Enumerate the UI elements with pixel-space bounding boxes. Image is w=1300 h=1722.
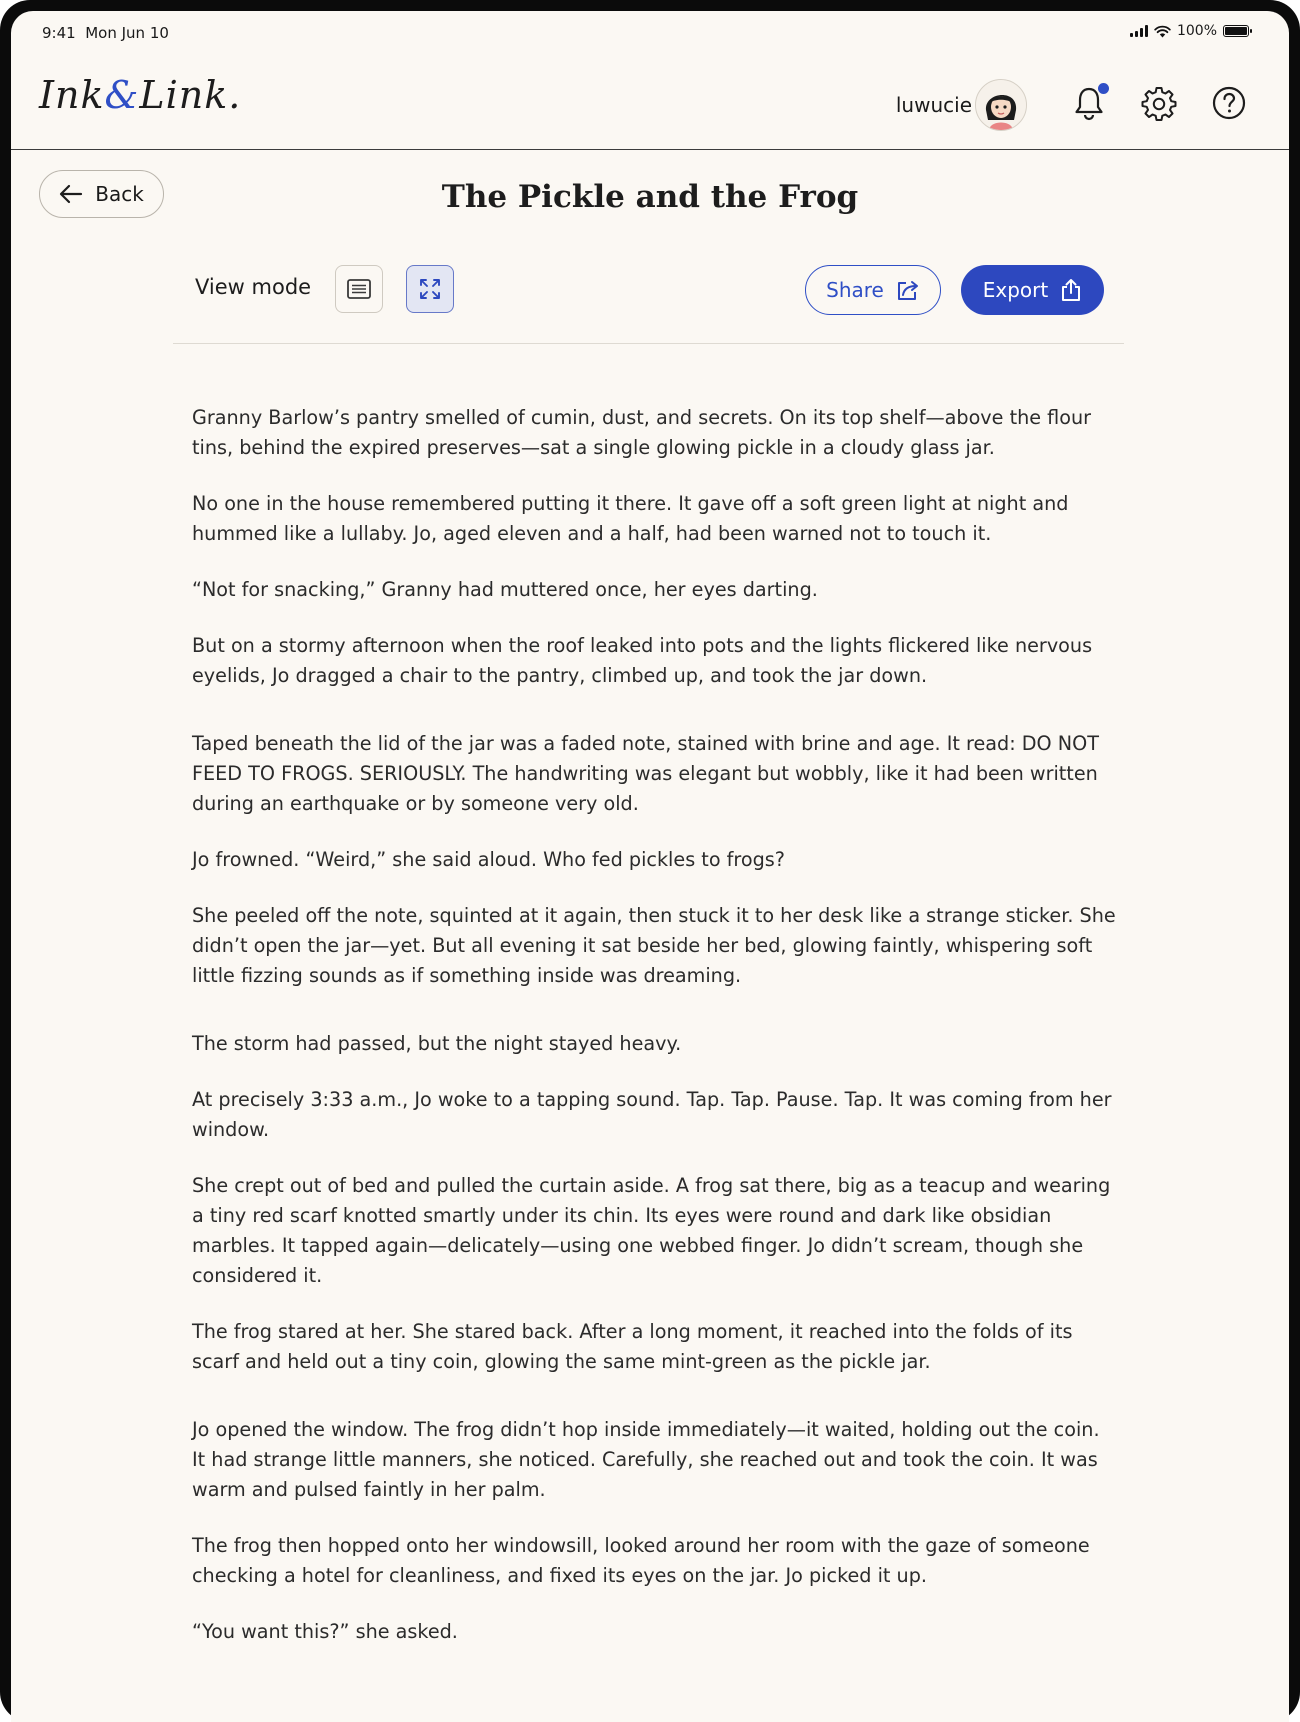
story-paragraph: She peeled off the note, squinted at it again, then stuck it to her desk like a strange sticker. She didn’t open the jar—yet. But all evening it sat beside her bed, glowing faintly, whispering soft little fizzing sounds as if something inside was dreaming.	[192, 904, 1116, 987]
status-date: Mon Jun 10	[85, 24, 169, 42]
story-paragraph: “Not for snacking,” Granny had muttered once, her eyes darting.	[192, 578, 818, 601]
expand-icon	[418, 277, 442, 301]
notification-dot	[1098, 83, 1109, 94]
story-paragraph: No one in the house remembered putting it there. It gave off a soft green light at night and hummed like a lullaby. Jo, aged eleven and a half, had been warned not to touch it.	[192, 492, 1069, 545]
app-logo[interactable]	[39, 73, 241, 117]
share-button[interactable]	[805, 265, 941, 315]
story-body	[192, 403, 1117, 1647]
story-paragraph: The frog stared at her. She stared back. After a long moment, it reached into the folds of its scarf and held out a tiny coin, glowing the same mint-green as the pickle jar.	[192, 1320, 1073, 1373]
screen	[11, 11, 1289, 1722]
view-mode-reading-button[interactable]	[335, 265, 383, 313]
view-mode-label: View mode	[195, 275, 312, 299]
help-button[interactable]	[1209, 83, 1249, 123]
story-paragraph: Taped beneath the lid of the jar was a faded note, stained with brine and age. It read: DO NOT FEED TO FROGS. SERIOUSLY. The handwriting was elegant but wobbly, like it had been written during an earthquake or by someone very old.	[192, 732, 1099, 815]
username[interactable]: luwucie	[895, 93, 972, 117]
app-header	[11, 55, 1289, 150]
wifi-icon	[1154, 25, 1171, 38]
export-label: Export	[982, 278, 1049, 302]
story-paragraph: Jo opened the window. The frog didn’t hop inside immediately—it waited, holding out the coin. It had strange little manners, she noticed. Carefully, she reached out and took the coin. It was warm and pulsed faintly in her palm.	[192, 1418, 1100, 1501]
story-paragraph: Jo frowned. “Weird,” she said aloud. Who fed pickles to frogs?	[192, 848, 785, 871]
help-icon	[1209, 83, 1249, 123]
gear-icon	[1139, 83, 1179, 123]
cellular-signal-icon	[1130, 25, 1148, 37]
document-lines-icon	[346, 278, 372, 300]
story-paragraph: She crept out of bed and pulled the curtain aside. A frog sat there, big as a teacup and wearing a tiny red scarf knotted smartly under its chin. Its eyes were round and dark like obsidian marbles. It tapped again—delicately—using one webbed finger. Jo didn’t scream, though she considered it.	[192, 1174, 1111, 1287]
settings-button[interactable]	[1139, 83, 1179, 123]
status-clock: 9:41	[42, 24, 76, 42]
toolbar-divider	[173, 343, 1124, 344]
story-paragraph: But on a stormy afternoon when the roof leaked into pots and the lights flickered like nervous eyelids, Jo dragged a chair to the pantry, climbed up, and took the jar down.	[192, 634, 1093, 687]
avatar-illustration	[976, 80, 1026, 130]
story-paragraph: Granny Barlow’s pantry smelled of cumin, dust, and secrets. On its top shelf—above the flour tins, behind the expired preserves—sat a single glowing pickle in a cloudy glass jar.	[192, 406, 1092, 459]
logo-link-text: Link.	[139, 73, 242, 117]
logo-ampersand: &	[104, 73, 140, 117]
export-button[interactable]	[961, 265, 1104, 315]
back-label: Back	[95, 182, 144, 206]
logo-ink: Ink	[39, 73, 105, 117]
share-arrow-icon	[896, 279, 920, 301]
status-bar	[11, 11, 1289, 55]
story-paragraph: The storm had passed, but the night stayed heavy.	[192, 1032, 682, 1055]
battery-icon	[1223, 25, 1249, 37]
status-indicators	[1130, 23, 1249, 39]
share-label: Share	[826, 278, 884, 302]
upload-icon	[1060, 278, 1082, 302]
status-time	[42, 24, 169, 42]
view-mode-fullscreen-button[interactable]	[406, 265, 454, 313]
story-paragraph: “You want this?” she asked.	[192, 1620, 458, 1643]
story-paragraph: At precisely 3:33 a.m., Jo woke to a tapping sound. Tap. Tap. Pause. Tap. It was coming from her window.	[192, 1088, 1112, 1141]
story-paragraph: The frog then hopped onto her windowsill, looked around her room with the gaze of someone checking a hotel for cleanliness, and fixed its eyes on the jar. Jo picked it up.	[192, 1534, 1090, 1587]
avatar[interactable]	[975, 79, 1027, 131]
battery-percent: 100%	[1176, 23, 1217, 39]
notifications-button[interactable]	[1069, 83, 1109, 123]
page-title: The Pickle and the Frog	[441, 179, 859, 215]
